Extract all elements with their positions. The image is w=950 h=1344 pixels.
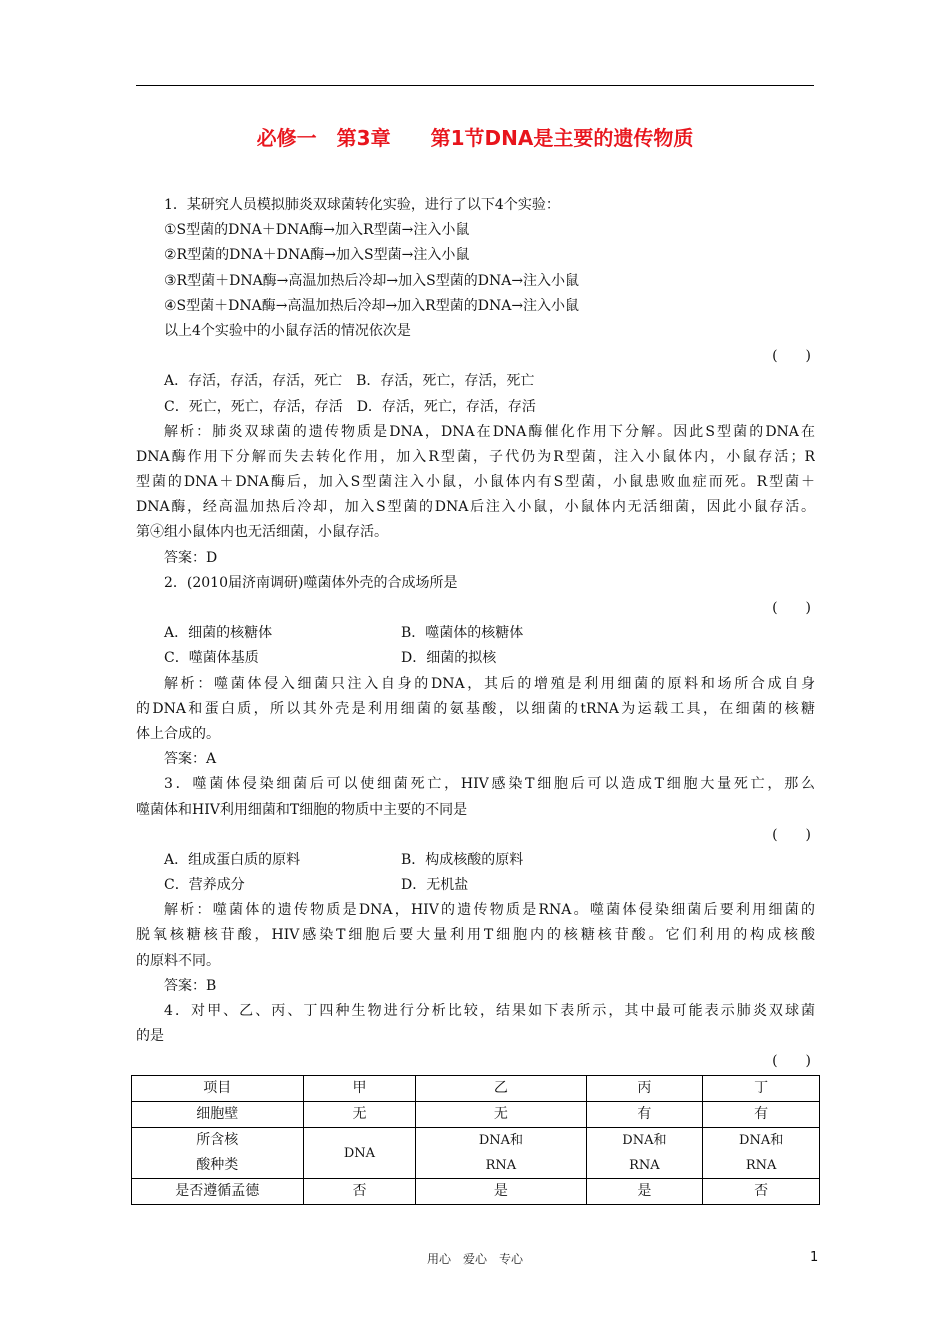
cell-line: DNA和 bbox=[622, 1133, 667, 1148]
table-cell: 丙 bbox=[586, 1076, 703, 1102]
table-row bbox=[132, 1179, 820, 1205]
q2-answer-blank: ( ) bbox=[772, 600, 811, 616]
q1-options-ab: A．存活，存活，存活，死亡 B．存活，死亡，存活，死亡 bbox=[164, 373, 535, 390]
q2-options-ab bbox=[136, 621, 815, 646]
q2-option-a: A．细菌的核糖体 bbox=[164, 625, 273, 642]
q3-answer-blank: ( ) bbox=[772, 826, 811, 843]
q1-analysis-line: 第④组小鼠体内也无活细菌，小鼠存活。 bbox=[136, 524, 388, 541]
q3-option-a: A．组成蛋白质的原料 bbox=[164, 851, 301, 868]
q3-stem: 噬菌体和HIV利用细菌和T细胞的物质中主要的不同是 bbox=[136, 801, 468, 818]
header-rule bbox=[136, 85, 814, 86]
q1-experiment-3: ③R型菌＋DNA酶→高温加热后冷却→加入S型菌的DNA→注入小鼠 bbox=[164, 272, 580, 289]
q3-options-ab bbox=[136, 848, 815, 873]
page-footer: 用心 爱心 专心 bbox=[426, 1252, 523, 1266]
cell-line: RNA bbox=[745, 1158, 777, 1173]
q3-analysis-line: 的原料不同。 bbox=[136, 952, 220, 969]
q1-stem: 1．某研究人员模拟肺炎双球菌转化实验，进行了以下4个实验： bbox=[164, 197, 560, 213]
q2-stem: 2．(2010届济南调研)噬菌体外壳的合成场所是 bbox=[164, 574, 458, 591]
q1-question: 以上4个实验中的小鼠存活的情况依次是 bbox=[164, 322, 411, 339]
cell-line: 酸种类 bbox=[196, 1157, 239, 1173]
page-title: 必修一 第3章 第1节DNA是主要的遗传物质 bbox=[256, 126, 694, 150]
table-cell: 否 bbox=[703, 1179, 820, 1205]
table-cell: 有 bbox=[703, 1102, 820, 1128]
q2-analysis-line: 解析：噬菌体侵入细菌只注入自身的DNA，其后的增殖是利用细菌的原料和场所合成自身 bbox=[164, 675, 815, 692]
q2-analysis-line: 的DNA和蛋白质，所以其外壳是利用细菌的氨基酸，以细菌的tRNA为运载工具，在细菌的核糖 bbox=[136, 700, 815, 717]
q1-options-cd: C．死亡，死亡，存活，存活 D．存活，死亡，存活，存活 bbox=[164, 398, 536, 415]
cell-line: 所含核 bbox=[196, 1132, 239, 1148]
table-cell: 丁 bbox=[703, 1076, 820, 1102]
q2-option-c: C．噬菌体基质 bbox=[164, 650, 259, 667]
table-cell: 项目 bbox=[132, 1076, 304, 1102]
table-cell: 是 bbox=[586, 1179, 703, 1205]
table-cell: 无 bbox=[303, 1102, 416, 1128]
table-cell bbox=[703, 1128, 820, 1179]
q2-answer: 答案：A bbox=[164, 751, 217, 768]
q2-option-b: B．噬菌体的核糖体 bbox=[401, 625, 524, 642]
cell-line: DNA和 bbox=[739, 1133, 784, 1148]
q1-experiment-4: ④S型菌＋DNA酶→高温加热后冷却→加入R型菌的DNA→注入小鼠 bbox=[164, 297, 580, 314]
table-cell: DNA bbox=[303, 1128, 416, 1179]
table-cell bbox=[586, 1128, 703, 1179]
q3-answer: 答案：B bbox=[164, 977, 217, 994]
q1-experiment-2: ②R型菌的DNA＋DNA酶→加入S型菌→注入小鼠 bbox=[164, 247, 470, 264]
q1-experiment-1: ①S型菌的DNA＋DNA酶→加入R型菌→注入小鼠 bbox=[164, 222, 470, 239]
table-cell: 有 bbox=[586, 1102, 703, 1128]
q3-stem: 3．噬菌体侵染细菌后可以使细菌死亡，HIV感染T细胞后可以造成T细胞大量死亡，那么 bbox=[164, 776, 815, 793]
q3-option-c: C．营养成分 bbox=[164, 877, 245, 894]
page-number: 1 bbox=[810, 1250, 819, 1265]
table-cell bbox=[132, 1128, 304, 1179]
q4-stem: 4．对甲、乙、丙、丁四种生物进行分析比较，结果如下表所示，其中最可能表示肺炎双球菌 bbox=[164, 1003, 815, 1019]
table-cell: 乙 bbox=[416, 1076, 586, 1102]
q2-analysis-line: 体上合成的。 bbox=[136, 725, 220, 742]
document-body bbox=[136, 193, 815, 1075]
cell-line: RNA bbox=[629, 1158, 660, 1173]
table-cell: 是 bbox=[416, 1179, 586, 1205]
cell-line: DNA和 bbox=[478, 1133, 523, 1148]
q1-analysis-line: 型菌的DNA＋DNA酶后，加入S型菌注入小鼠，小鼠体内有S型菌，小鼠患败血症而死。R型菌＋ bbox=[136, 474, 815, 491]
table-cell: 细胞壁 bbox=[132, 1102, 304, 1128]
q1-analysis-line: 解析：肺炎双球菌的遗传物质是DNA，DNA在DNA酶催化作用下分解。因此S型菌的DNA在 bbox=[164, 423, 815, 440]
table-cell: 无 bbox=[416, 1102, 586, 1128]
q3-analysis-line: 脱氧核糖核苷酸，HIV感染T细胞后要大量利用T细胞内的核糖核苷酸。它们利用的构成核酸 bbox=[136, 927, 815, 944]
table-cell: 甲 bbox=[303, 1076, 416, 1102]
q4-answer-blank: ( ) bbox=[772, 1053, 811, 1070]
q2-option-d: D．细菌的拟核 bbox=[401, 650, 497, 667]
q2-options-cd bbox=[136, 646, 815, 671]
comparison-table bbox=[131, 1075, 820, 1205]
table-cell bbox=[416, 1128, 586, 1179]
q3-analysis-line: 解析：噬菌体的遗传物质是DNA，HIV的遗传物质是RNA。噬菌体侵染细菌后要利用细菌的 bbox=[164, 902, 815, 919]
table-row bbox=[132, 1128, 820, 1179]
q3-option-b: B．构成核酸的原料 bbox=[401, 851, 524, 868]
q3-options-cd bbox=[136, 873, 815, 898]
q1-answer-blank: ( ) bbox=[772, 348, 811, 365]
q1-answer: 答案：D bbox=[164, 549, 218, 566]
cell-line: RNA bbox=[485, 1158, 517, 1173]
table-row bbox=[132, 1102, 820, 1128]
table-header-row bbox=[132, 1076, 820, 1102]
q1-analysis-line: DNA酶，经高温加热后冷却，加入S型菌的DNA后注入小鼠，小鼠体内无活细菌，因此小鼠存活。 bbox=[136, 499, 815, 516]
table-cell: 否 bbox=[303, 1179, 416, 1205]
q1-analysis-line: DNA酶作用下分解而失去转化作用，加入R型菌，子代仍为R型菌，注入小鼠体内，小鼠存活；R bbox=[136, 448, 815, 465]
q4-stem: 的是 bbox=[136, 1028, 164, 1045]
q3-option-d: D．无机盐 bbox=[401, 877, 469, 894]
table-cell: 是否遵循孟德 bbox=[132, 1179, 304, 1205]
